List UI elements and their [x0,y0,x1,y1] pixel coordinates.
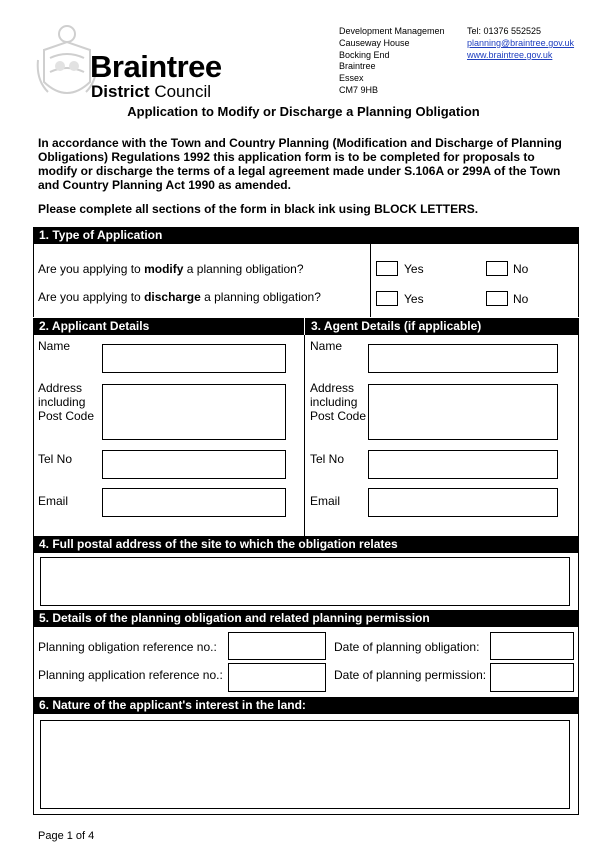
address-line: Braintree [339,61,376,72]
yes-label: Yes [404,262,424,276]
council-crest-logo [36,20,98,110]
obligation-ref-label: Planning obligation reference no.: [38,640,217,654]
instruction-text: Please complete all sections of the form in black ink using BLOCK LETTERS. [38,202,479,216]
agent-address-field[interactable] [368,384,558,440]
applicant-email-label: Email [38,494,69,508]
obligation-date-label: Date of planning obligation: [334,640,480,654]
obligation-date-field[interactable] [490,632,574,660]
logo-district-council: District Council [91,82,212,101]
agent-name-field[interactable] [368,344,558,373]
obligation-ref-field[interactable] [228,632,326,660]
address-line: Development Managemen [339,26,445,36]
modify-no-checkbox[interactable] [486,261,508,276]
agent-name-label: Name [310,339,343,353]
yes-label: Yes [404,292,424,306]
address-line: CM7 9HB [339,84,379,95]
address-line: Causeway House [339,37,410,48]
office-address [339,26,445,97]
applicant-tel-field[interactable] [102,450,286,479]
section-2-heading: 2. Applicant Details [33,318,304,335]
site-address-field[interactable] [40,557,570,606]
section-6-heading: 6. Nature of the applicant's interest in the land: [33,697,579,714]
address-line: Bocking End [339,49,390,60]
telephone: Tel: 01376 552525 [467,26,542,36]
no-label: No [513,262,529,276]
intro-paragraph: In accordance with the Town and Country Planning (Modification and Discharge of Planning Obligations) Regulations 1992 this application form is to be completed for proposals to modify or discharge the terms of a legal agreement made under S.106A or 299A of the Town and Country Planning Act 1990 as amended. [38,136,562,192]
agent-address-label: Address including Post Code [310,381,367,423]
agent-email-field[interactable] [368,488,558,517]
applicant-tel-label: Tel No [38,452,73,466]
applicant-address-label: Address including Post Code [38,381,95,423]
no-label: No [513,292,529,306]
section-4-heading: 4. Full postal address of the site to which the obligation relates [33,536,579,553]
question-discharge: Are you applying to discharge a planning obligation? [38,290,321,304]
permission-date-label: Date of planning permission: [334,668,487,682]
form-title: Application to Modify or Discharge a Planning Obligation [127,104,480,119]
question-modify: Are you applying to modify a planning obligation? [38,262,304,276]
applicant-address-field[interactable] [102,384,286,440]
applicant-name-label: Name [38,339,71,353]
logo-braintree: Braintree [90,49,222,84]
agent-tel-field[interactable] [368,450,558,479]
address-line: Essex [339,73,364,84]
discharge-yes-checkbox[interactable] [376,291,398,306]
modify-yes-checkbox[interactable] [376,261,398,276]
agent-email-label: Email [310,494,341,508]
website-link[interactable]: www.braintree.gov.uk [467,50,553,60]
permission-date-field[interactable] [490,663,574,692]
section-5-heading: 5. Details of the planning obligation and related planning permission [33,610,579,627]
page-number: Page 1 of 4 [38,830,95,842]
agent-tel-label: Tel No [310,452,345,466]
email-link[interactable]: planning@braintree.gov.uk [467,38,575,48]
discharge-no-checkbox[interactable] [486,291,508,306]
applicant-interest-field[interactable] [40,720,570,809]
application-ref-label: Planning application reference no.: [38,668,223,682]
section-3-heading: 3. Agent Details (if applicable) [305,318,579,335]
applicant-email-field[interactable] [102,488,286,517]
application-ref-field[interactable] [228,663,326,692]
section-1-heading: 1. Type of Application [33,227,579,244]
applicant-name-field[interactable] [102,344,286,373]
